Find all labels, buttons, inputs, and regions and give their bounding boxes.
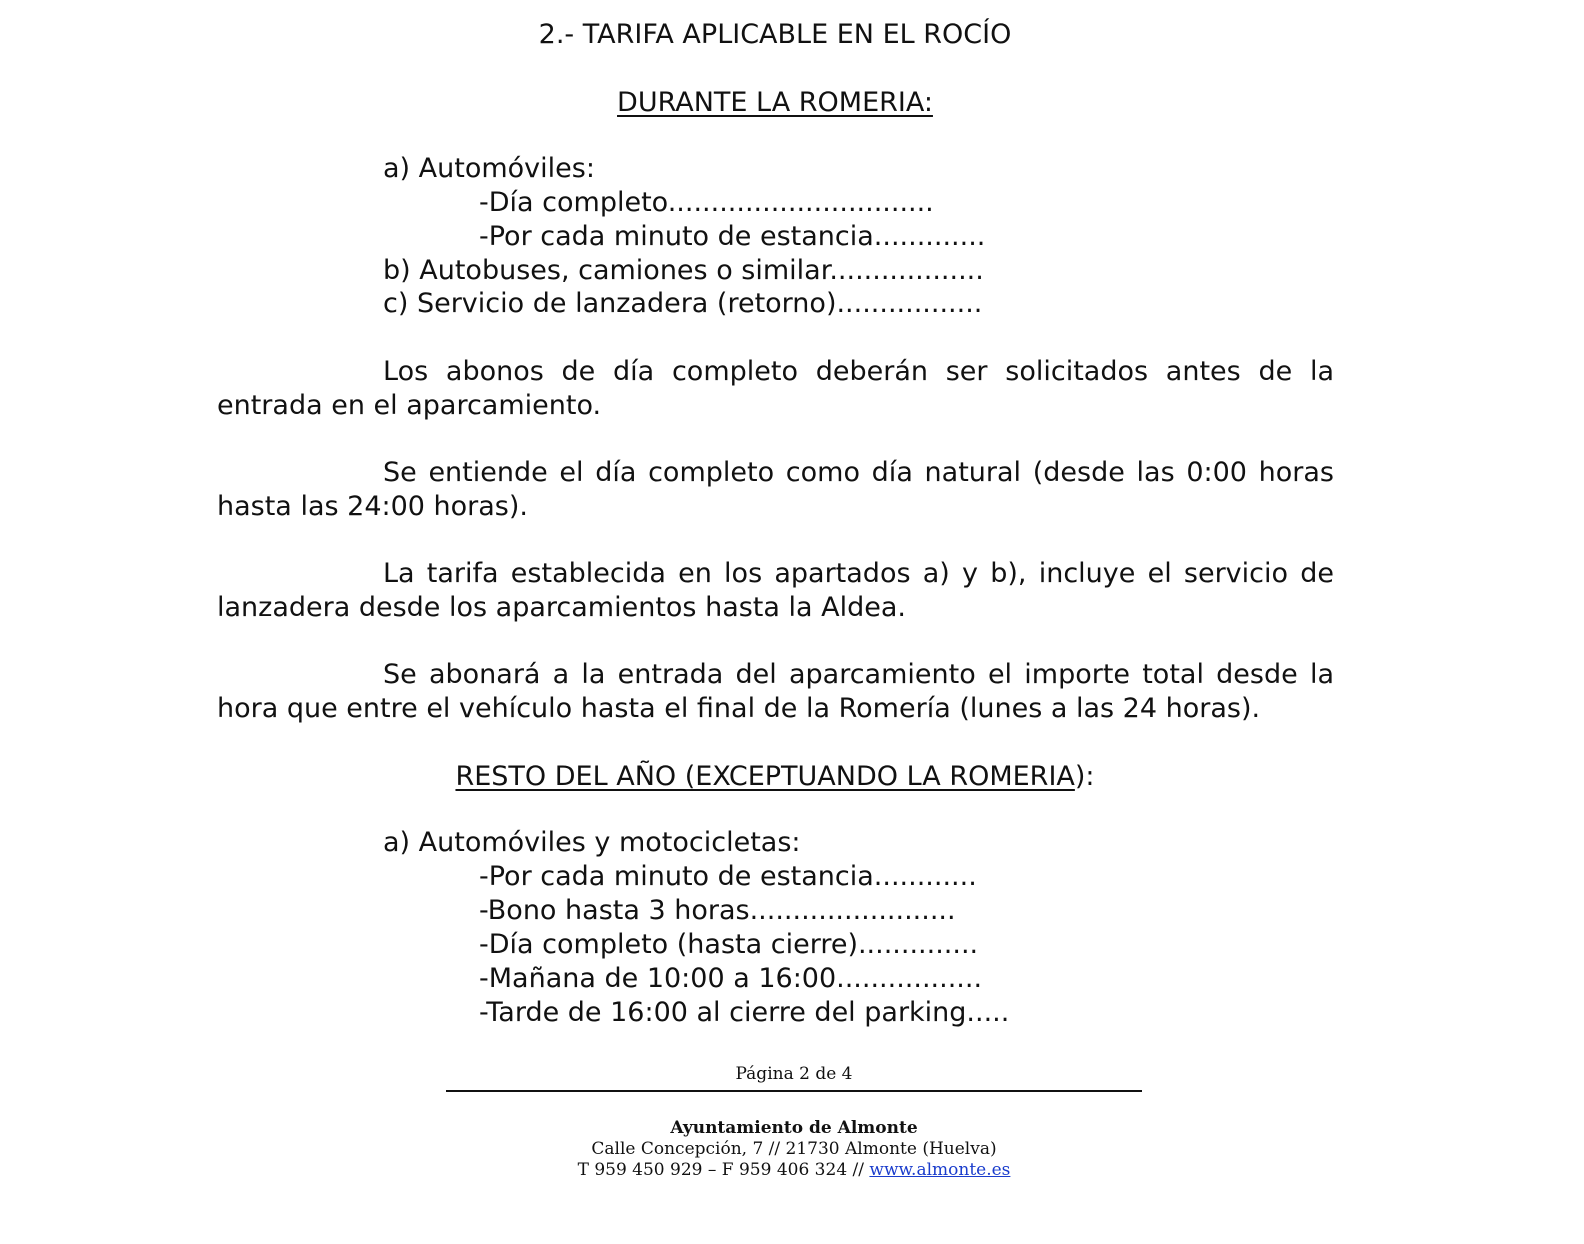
footer-divider: [446, 1090, 1142, 1092]
footer-phones: T 959 450 929 – F 959 406 324 //: [577, 1160, 870, 1180]
paragraph: [217, 355, 1334, 423]
footer-org: Ayuntamiento de Almonte: [670, 1118, 918, 1138]
tariff-label: a) Automóviles:: [383, 153, 595, 184]
tariff-label: -Tarde de 16:00 al cierre del parking.....: [479, 997, 1010, 1028]
section-title-romeria: [0, 84, 1550, 122]
tariff-label: a) Automóviles y motocicletas:: [383, 827, 801, 858]
tariff-label: -Bono hasta 3 horas........................: [479, 895, 956, 926]
tariff-label: -Mañana de 10:00 a 16:00.................: [479, 963, 983, 994]
footer-contact: [0, 1160, 1584, 1181]
section-title-resto-text: RESTO DEL AÑO (EXCEPTUANDO LA ROMERIA: [455, 761, 1075, 792]
tariff-label: -Por cada minuto de estancia.............: [479, 221, 986, 252]
section-title-resto-tail: ):: [1074, 761, 1095, 792]
section-title-resto: [0, 758, 1550, 796]
tariff-label: -Día completo (hasta cierre)..............: [479, 929, 979, 960]
tariff-label: c) Servicio de lanzadera (retorno).................: [383, 288, 983, 319]
website-link[interactable]: www.almonte.es: [869, 1160, 1011, 1180]
tariff-label: -Día completo...............................: [479, 187, 934, 218]
tariff-label: -Por cada minuto de estancia............: [479, 861, 977, 892]
section-title-romeria-text: DURANTE LA ROMERIA:: [617, 87, 933, 118]
tariff-label: b) Autobuses, camiones o similar..................: [383, 255, 984, 286]
paragraph: [217, 658, 1334, 726]
paragraph: [217, 456, 1334, 524]
footer: [0, 1118, 1584, 1181]
page-number: Página 2 de 4: [735, 1064, 853, 1084]
footer-address: Calle Concepción, 7 // 21730 Almonte (Huelva): [591, 1139, 997, 1159]
paragraph-text: La tarifa establecida en los apartados a) y b), incluye el servicio de lanzadera desde los aparcamientos hasta la Aldea.: [217, 558, 1334, 623]
paragraph-text: Se abonará a la entrada del aparcamiento el importe total desde la hora que entre el vehículo hasta el final de la Romería (lunes a las 24 horas).: [217, 659, 1334, 724]
paragraph-text: Los abonos de día completo deberán ser solicitados antes de la entrada en el aparcamiento.: [217, 356, 1334, 421]
paragraph: [217, 557, 1334, 625]
page-heading: 2.- TARIFA APLICABLE EN EL ROCÍO: [538, 19, 1012, 50]
paragraph-text: Se entiende el día completo como día natural (desde las 0:00 horas hasta las 24:00 horas).: [217, 457, 1334, 522]
